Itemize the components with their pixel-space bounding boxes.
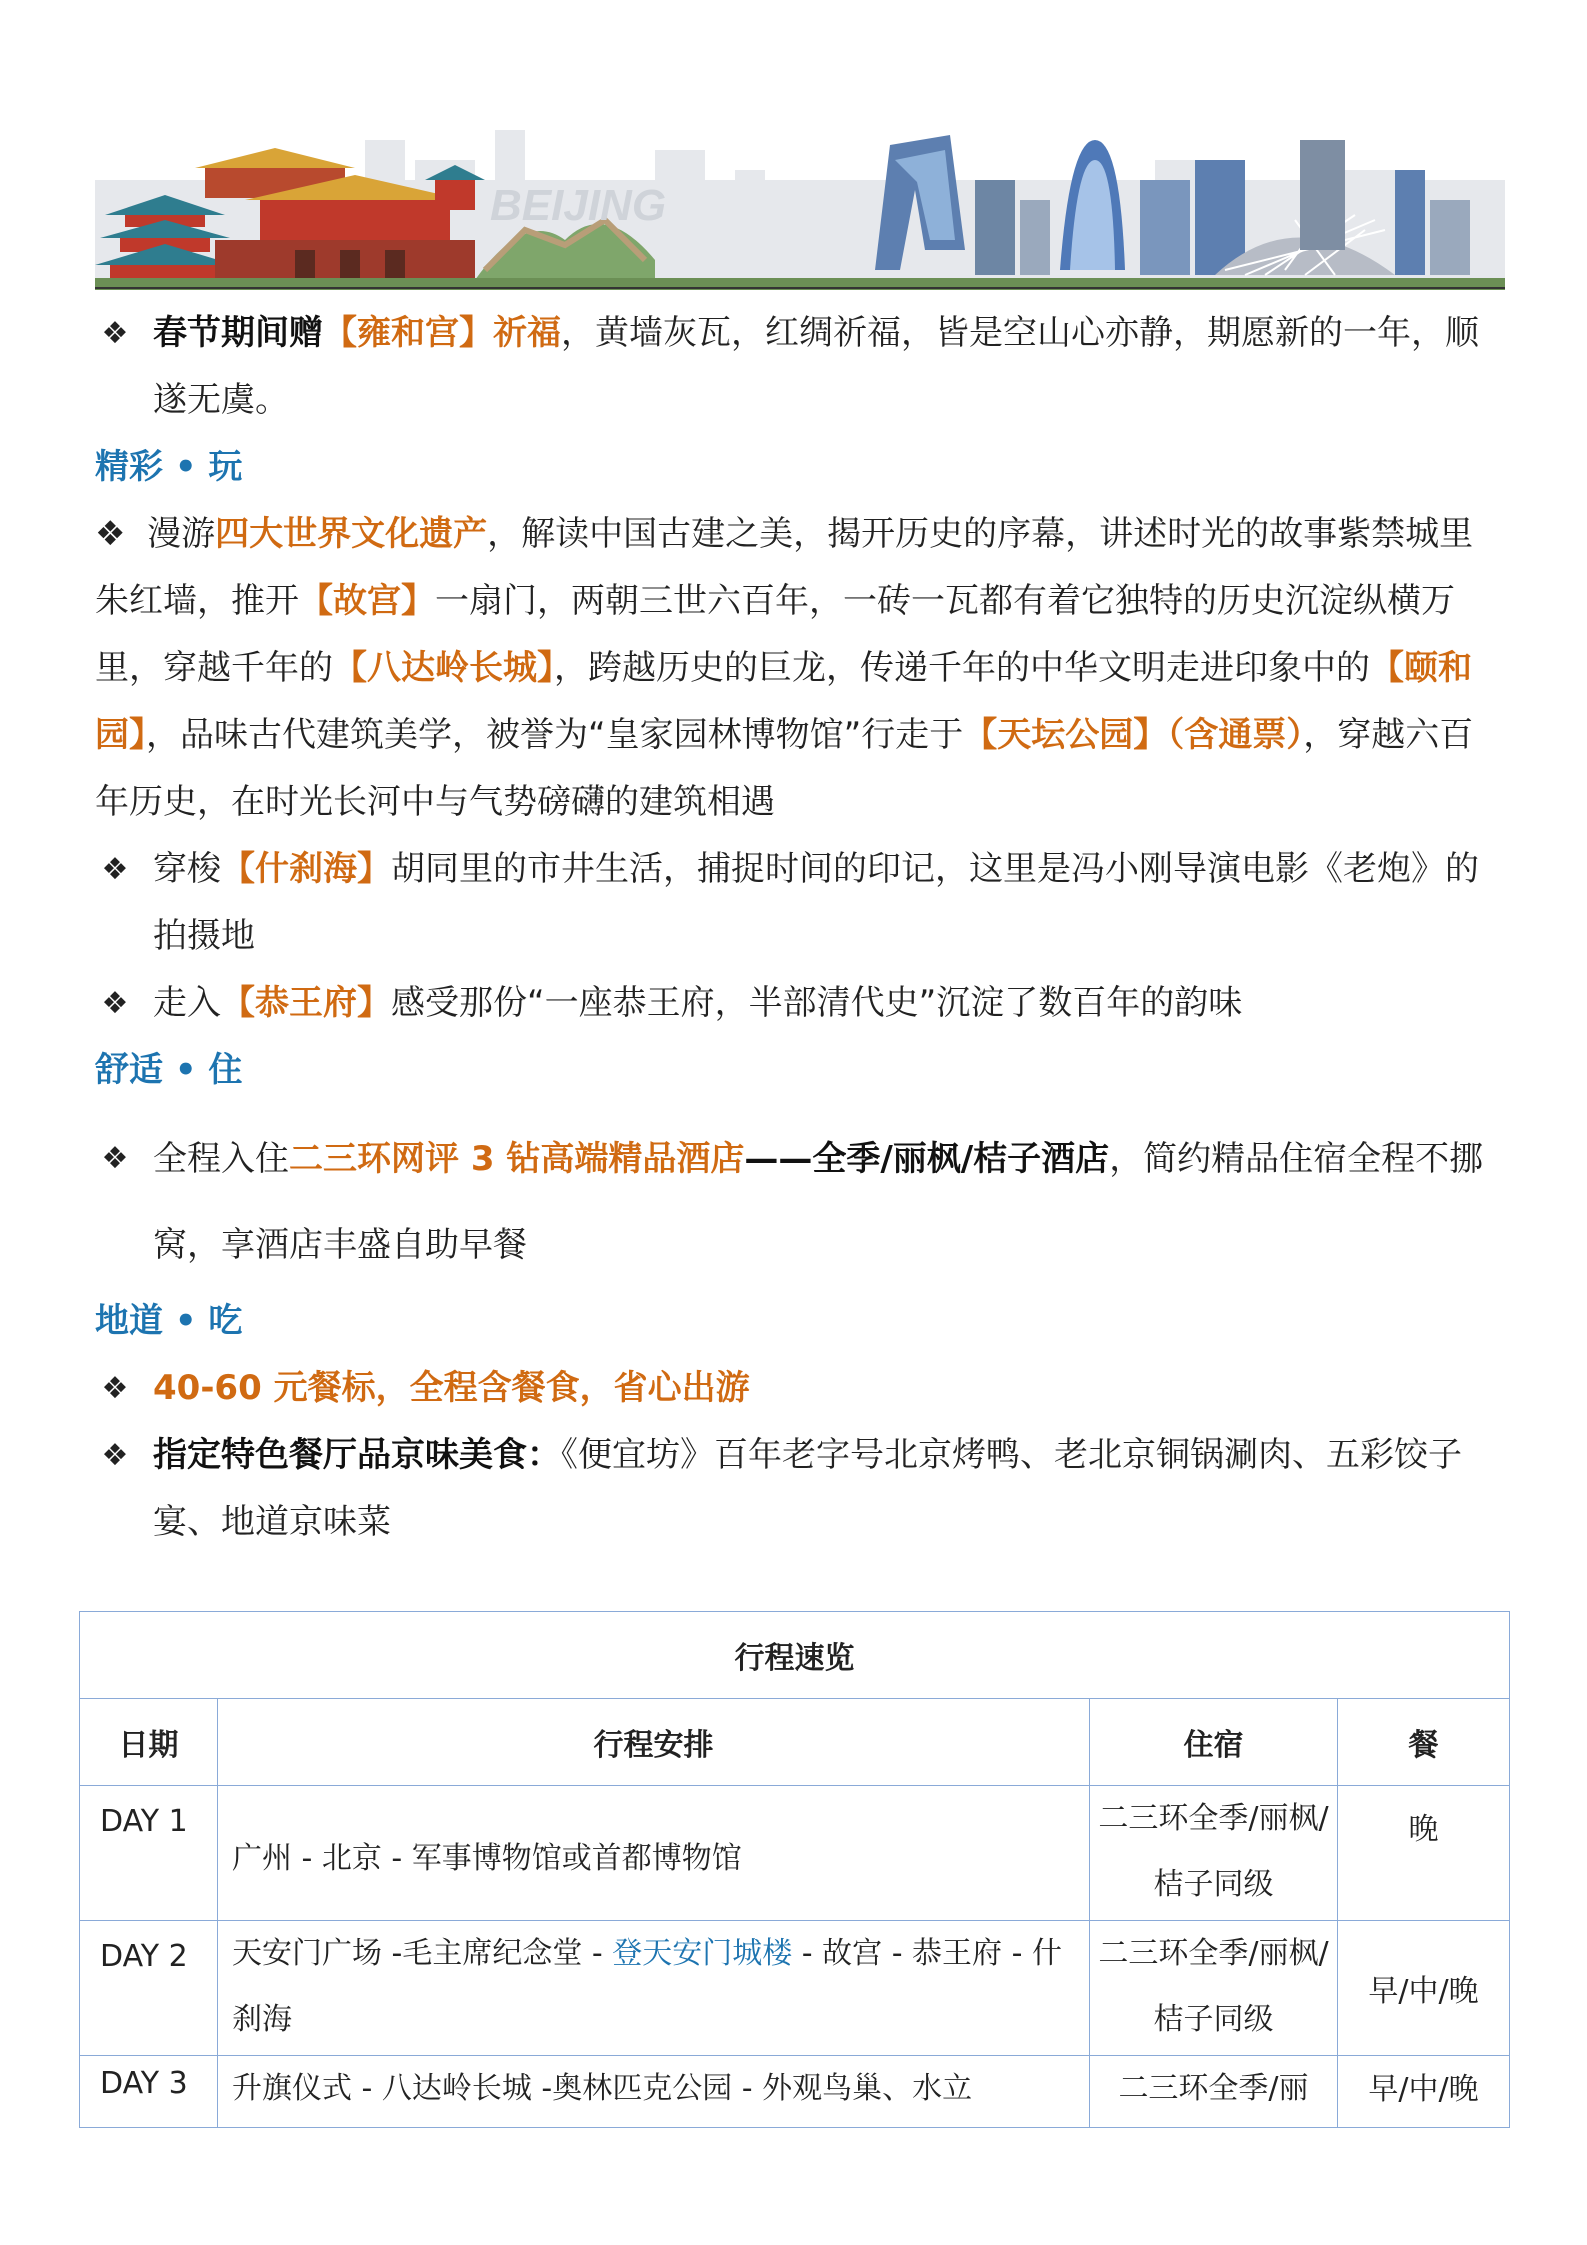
diamond-bullet-icon: ❖ xyxy=(101,316,129,351)
eat-paragraph-2 xyxy=(95,1422,1505,1556)
stay-paragraph xyxy=(95,1116,1505,1288)
play-p1-text-a: 漫游 xyxy=(147,514,216,554)
row-route xyxy=(218,1921,1090,2056)
intro-bullet xyxy=(95,300,1505,434)
banner-city-text: BEIJING xyxy=(490,181,667,230)
table-row xyxy=(80,1921,1510,2056)
play-p1-highlight-greatwall: 【八达岭长城】 xyxy=(333,648,554,688)
intro-highlight: 【雍和宫】祈福 xyxy=(323,313,561,353)
play-p3-text-a: 走入 xyxy=(153,983,221,1023)
play-p1-text-f: ，穿越六百年历史，在时光长河中与气势磅礴的建筑相遇 xyxy=(95,715,1474,822)
eat-p2-text: 《便宜坊》百年老字号北京烤鸭、老北京铜锅涮肉、五彩饺子宴、地道京味菜 xyxy=(153,1435,1462,1542)
table-row xyxy=(80,1786,1510,1921)
play-p1-highlight-heritage: 四大世界文化遗产 xyxy=(215,514,488,554)
row-day: DAY 1 xyxy=(80,1786,218,1921)
diamond-bullet-icon: ❖ xyxy=(101,1438,129,1473)
play-p2-highlight: 【什刹海】 xyxy=(221,849,391,889)
row-route: 广州 - 北京 - 军事博物馆或首都博物馆 xyxy=(218,1786,1090,1921)
play-p3-text-b: 感受那份“一座恭王府，半部清代史”沉淀了数百年的韵味 xyxy=(391,983,1243,1023)
play-paragraph-2 xyxy=(95,836,1505,970)
header-date: 日期 xyxy=(80,1699,218,1786)
stay-hotel-brands: ——全季/丽枫/桔子酒店 xyxy=(744,1139,1110,1179)
play-p2-text-a: 穿梭 xyxy=(153,849,221,889)
row-day: DAY 2 xyxy=(80,1921,218,2056)
play-p3-highlight: 【恭王府】 xyxy=(221,983,391,1023)
stay-highlight: 二三环网评 3 钻高端精品酒店 xyxy=(289,1139,745,1179)
play-p1-text-d: ，跨越历史的巨龙，传递千年的中华文明走进印象中的 xyxy=(554,648,1370,688)
row-hotel: 二三环全季/丽枫/桔子同级 xyxy=(1090,1786,1338,1921)
row-hotel: 二三环全季/丽枫/桔子同级 xyxy=(1090,1921,1338,2056)
stay-text-a: 全程入住 xyxy=(153,1139,289,1179)
play-p1-highlight-palace: 【故宫】 xyxy=(299,581,435,621)
skyline-illustration xyxy=(95,120,1505,290)
route-link-tiananmen-gate[interactable]: 登天安门城楼 xyxy=(612,1936,793,1971)
row-meal: 早/中/晚 xyxy=(1338,1921,1510,2056)
header-meal: 餐 xyxy=(1338,1699,1510,1786)
header-hotel: 住宿 xyxy=(1090,1699,1338,1786)
row-day: DAY 3 xyxy=(80,2056,218,2128)
row-meal: 晚 xyxy=(1338,1786,1510,1921)
stay-text-b: ，简约精品住宿全程不挪窝，享酒店丰盛自助早餐 xyxy=(153,1139,1484,1265)
section-heading-play: 精彩 • 玩 xyxy=(95,447,243,487)
header-route: 行程安排 xyxy=(218,1699,1090,1786)
diamond-bullet-icon: ❖ xyxy=(101,852,129,887)
diamond-bullet-icon: ❖ xyxy=(101,1371,129,1406)
play-paragraph-1 xyxy=(95,501,1505,836)
row-meal: 早/中/晚 xyxy=(1338,2056,1510,2128)
play-p1-text-b: ，解读中国古建之美，揭开历史的序幕，讲述时光的故事紫禁城里朱红墙，推开 xyxy=(95,514,1474,621)
play-p1-highlight-temple-of-heaven: 【天坛公园】（含通票） xyxy=(963,715,1304,755)
intro-text: ，黄墙灰瓦，红绸祈福，皆是空山心亦静，期愿新的一年，顺遂无虞。 xyxy=(153,313,1479,420)
diamond-bullet-icon: ❖ xyxy=(101,1141,129,1176)
section-heading-stay: 舒适 • 住 xyxy=(95,1050,243,1090)
play-p1-text-c: 一扇门，两朝三世六百年，一砖一瓦都有着它独特的历史沉淀纵横万里，穿越千年的 xyxy=(95,581,1455,688)
itinerary-table xyxy=(79,1611,1510,2128)
play-p1-highlight-summer-palace: 【颐和园】 xyxy=(95,648,1472,755)
itinerary-title: 行程速览 xyxy=(80,1612,1510,1699)
diamond-bullet-icon: ❖ xyxy=(101,986,129,1021)
intro-prefix: 春节期间赠 xyxy=(153,313,323,353)
route-text-b: - 故宫 - 恭王府 - 什刹海 xyxy=(232,1936,1062,2037)
play-p2-text-b: 胡同里的市井生活，捕捉时间的印记，这里是冯小刚导演电影《老炮》的拍摄地 xyxy=(153,849,1479,956)
row-route: 升旗仪式 - 八达岭长城 -奥林匹克公园 - 外观鸟巢、水立 xyxy=(218,2056,1090,2128)
row-hotel: 二三环全季/丽 xyxy=(1090,2056,1338,2128)
section-heading-eat: 地道 • 吃 xyxy=(95,1301,243,1341)
diamond-bullet-icon: ❖ xyxy=(95,514,148,554)
eat-paragraph-1 xyxy=(95,1355,1505,1422)
play-paragraph-3 xyxy=(95,970,1505,1037)
play-p1-text-e: ，品味古代建筑美学，被誉为“皇家园林博物馆”行走于 xyxy=(146,715,964,755)
route-text-a: 天安门广场 -毛主席纪念堂 - xyxy=(232,1936,613,1971)
eat-p2-bold: 指定特色餐厅品京味美食： xyxy=(153,1435,561,1475)
beijing-skyline-banner xyxy=(95,120,1505,290)
table-row xyxy=(80,2056,1510,2128)
main-content xyxy=(95,300,1505,1556)
eat-meal-standard: 40-60 元餐标，全程含餐食，省心出游 xyxy=(153,1368,750,1408)
